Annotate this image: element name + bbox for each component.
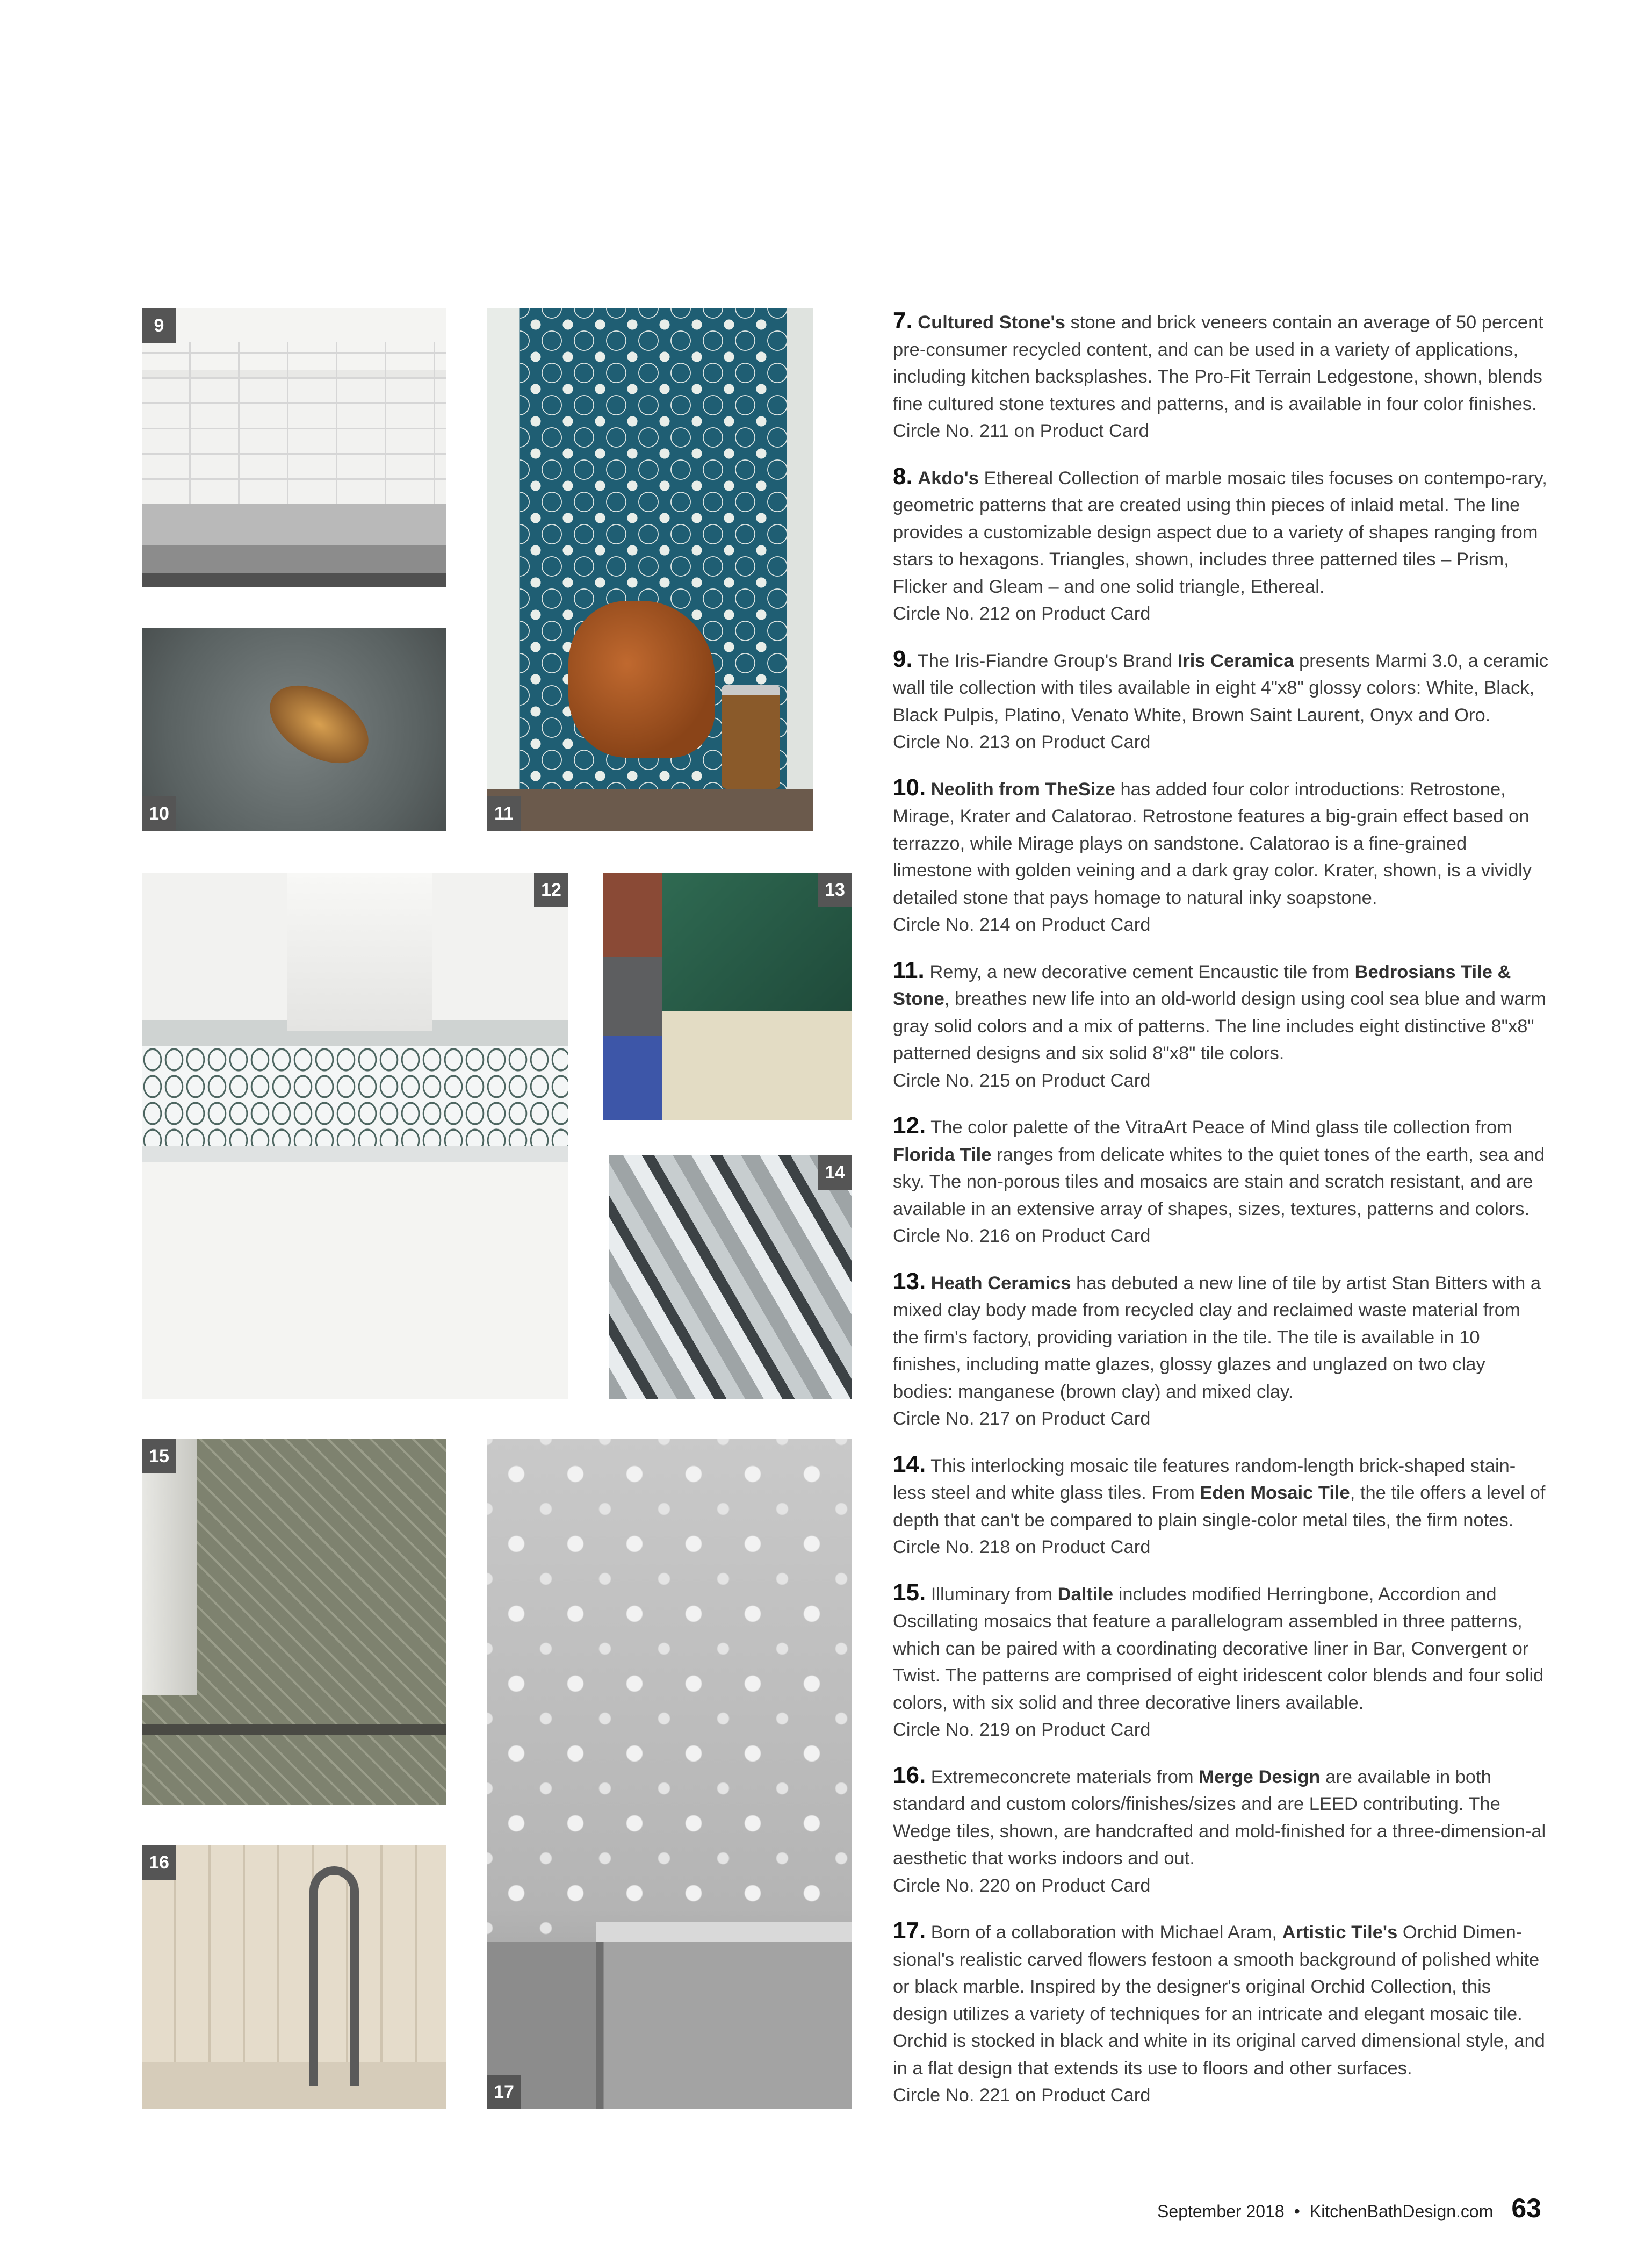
eden-mosaic-tile-photo <box>609 1155 852 1399</box>
item-text: The color palette of the VitraArt Peace of Mind glass tile collection from <box>930 1117 1512 1138</box>
artistic-tile-orchid-photo <box>487 1439 852 2109</box>
daltile-illuminary-photo <box>142 1439 446 1805</box>
brand-name: Cultured Stone's <box>918 312 1065 333</box>
brand-name: Bedrosians Tile & Stone <box>893 961 1511 1009</box>
item-text: , breathes new life into an old-world design using cool sea blue and warm gray solid colors and a mix of patterns. The line includes eight distinctive 8"x8" patterned designs and six solid 8"x8" tile colors. <box>893 989 1546 1063</box>
item-text: includes modified Herringbone, Accordion and Oscillating mosaics that feature a parallelogram assembled in three patterns, which can be paired with a coordinating decorative liner in Bar, Convergent or Twist. The patterns are comprised of eight iridescent color blends and four solid colors, with six solid and three decorative liners available. <box>893 1584 1544 1713</box>
website: KitchenBathDesign.com <box>1309 2202 1494 2221</box>
item-text: Illuminary from <box>930 1584 1058 1605</box>
page-footer <box>1157 2193 1541 2224</box>
item-text: Extremeconcrete materials from <box>930 1766 1199 1787</box>
circle-number: Circle No. 211 on Product Card <box>893 421 1149 441</box>
product-item-16 <box>893 1762 1548 1900</box>
brand-name: Eden Mosaic Tile <box>1200 1483 1350 1503</box>
item-number: 12. <box>893 1112 926 1139</box>
product-item-9 <box>893 646 1548 756</box>
item-text: Orchid Dimen-sional's realistic carved flowers festoon a smooth background of polished white or black marble. Inspired by the designer's original Orchid Collection, this design utilizes a variety of techniques for an intricate and elegant mosaic tile. Orchid is stocked in black and white in its original carved dimensional style, and in a flat design that extends its use to floors and other surfaces. <box>893 1922 1545 2079</box>
product-item-11 <box>893 957 1548 1095</box>
item-text: ranges from delicate whites to the quiet tones of the earth, sea and sky. The non-porous tiles and mosaics are stain and scratch resistant, and are available in an extensive array of shapes, sizes, textures, patterns and colors. <box>893 1144 1545 1219</box>
item-text: The Iris-Fiandre Group's Brand <box>917 650 1178 671</box>
iris-ceramica-kitchen-photo <box>142 308 446 587</box>
product-item-14 <box>893 1451 1548 1561</box>
item-number: 16. <box>893 1762 926 1788</box>
page-number: 63 <box>1511 2193 1541 2223</box>
photo-label: 14 <box>818 1155 852 1190</box>
item-number: 7. <box>893 307 913 334</box>
item-text: are available in both standard and custom colors/finishes/sizes and are LEED contributing. The Wedge tiles, shown, are handcrafted and mold-finished for a three-dimension-al aesthetic that works indoors and out. <box>893 1766 1546 1868</box>
circle-number: Circle No. 218 on Product Card <box>893 1537 1151 1557</box>
product-item-12 <box>893 1112 1548 1250</box>
photo-label: 17 <box>487 2075 521 2109</box>
item-text: has added four color introductions: Retrostone, Mirage, Krater and Calatorao. Retrostone features a big-grain effect based on terrazzo, while Mirage plays on sandstone. Calatorao is a fine-grained limestone with golden veining and a dark gray color. Krater, shown, is a vividly detailed stone that pays homage to natural inky soapstone. <box>893 779 1532 908</box>
issue-date: September 2018 <box>1157 2202 1285 2221</box>
footer-separator: • <box>1294 2202 1300 2221</box>
item-number: 15. <box>893 1579 926 1606</box>
item-number: 14. <box>893 1450 926 1477</box>
circle-number: Circle No. 216 on Product Card <box>893 1226 1151 1246</box>
brand-name: Neolith from TheSize <box>930 779 1115 800</box>
item-text: This interlocking mosaic tile features random-length brick-shaped stain-less steel and white glass tiles. From <box>893 1455 1516 1503</box>
circle-number: Circle No. 219 on Product Card <box>893 1720 1151 1740</box>
photo-label: 9 <box>142 308 176 343</box>
circle-number: Circle No. 213 on Product Card <box>893 732 1151 752</box>
brand-name: Daltile <box>1057 1584 1114 1605</box>
photo-label: 16 <box>142 1845 176 1880</box>
circle-number: Circle No. 220 on Product Card <box>893 1875 1151 1896</box>
item-text: Born of a collaboration with Michael Aram, <box>930 1922 1282 1943</box>
item-text: presents Marmi 3.0, a ceramic wall tile collection with tiles available in eight 4"x8" glossy colors: White, Black, Black Pulpis, Platino, Venato White, Brown Saint Laurent, Onyx and Oro. <box>893 650 1549 725</box>
heath-ceramics-tile-samples-photo <box>603 873 852 1120</box>
product-item-13 <box>893 1268 1548 1433</box>
product-item-15 <box>893 1579 1548 1744</box>
item-text: has debuted a new line of tile by artist Stan Bitters with a mixed clay body made from recycled clay and reclaimed waste material from the firm's factory, providing variation in the tile. The tile is available in 10 finishes, including matte glazes, glossy glazes and unglazed on two clay bodies: manganese (brown clay) and mixed clay. <box>893 1273 1541 1402</box>
circle-number: Circle No. 212 on Product Card <box>893 603 1151 624</box>
product-descriptions <box>893 307 1548 2127</box>
photo-label: 10 <box>142 796 176 831</box>
photo-label: 12 <box>534 873 568 907</box>
item-text: stone and brick veneers contain an average of 50 percent pre-consumer recycled content, and can be used in a variety of applications, including kitchen backsplashes. The Pro-Fit Terrain Ledgestone, shown, blends fine cultured stone textures and patterns, and is available in four color finishes. <box>893 312 1543 414</box>
circle-number: Circle No. 214 on Product Card <box>893 915 1151 935</box>
item-number: 9. <box>893 645 913 672</box>
circle-number: Circle No. 215 on Product Card <box>893 1070 1151 1091</box>
photo-label: 15 <box>142 1439 176 1473</box>
product-item-10 <box>893 774 1548 939</box>
florida-tile-kitchen-photo <box>142 873 568 1399</box>
item-number: 11. <box>893 957 925 983</box>
item-number: 13. <box>893 1268 926 1295</box>
item-text: Ethereal Collection of marble mosaic tiles focuses on contempo-rary, geometric patterns that are created using thin pieces of inlaid metal. The line provides a customizable design aspect due to a variety of shapes ranging from stars to hexagons. Triangles, shown, includes three patterned tiles – Prism, Flicker and Gleam – and one solid triangle, Ethereal. <box>893 468 1547 597</box>
product-item-8 <box>893 463 1548 628</box>
bedrosians-encaustic-tile-photo <box>487 308 813 831</box>
brand-name: Merge Design <box>1199 1766 1321 1787</box>
item-text: Remy, a new decorative cement Encaustic tile from <box>929 961 1355 982</box>
product-item-7 <box>893 307 1548 445</box>
brand-name: Akdo's <box>918 468 979 488</box>
item-text: , the tile offers a level of depth that can't be compared to plain single-color metal tiles, the firm notes. <box>893 1483 1546 1530</box>
brand-name: Artistic Tile's <box>1282 1922 1398 1943</box>
merge-design-wedge-tiles-photo <box>142 1845 446 2109</box>
item-number: 17. <box>893 1917 926 1944</box>
circle-number: Circle No. 221 on Product Card <box>893 2085 1151 2105</box>
brand-name: Iris Ceramica <box>1177 650 1294 671</box>
brand-name: Florida Tile <box>893 1144 992 1165</box>
product-item-17 <box>893 1917 1548 2109</box>
circle-number: Circle No. 217 on Product Card <box>893 1408 1151 1429</box>
brand-name: Heath Ceramics <box>930 1273 1071 1293</box>
item-number: 8. <box>893 463 913 490</box>
item-number: 10. <box>893 774 926 801</box>
neolith-spoon-photo <box>142 628 446 831</box>
photo-label: 11 <box>487 796 521 831</box>
photo-label: 13 <box>818 873 852 907</box>
